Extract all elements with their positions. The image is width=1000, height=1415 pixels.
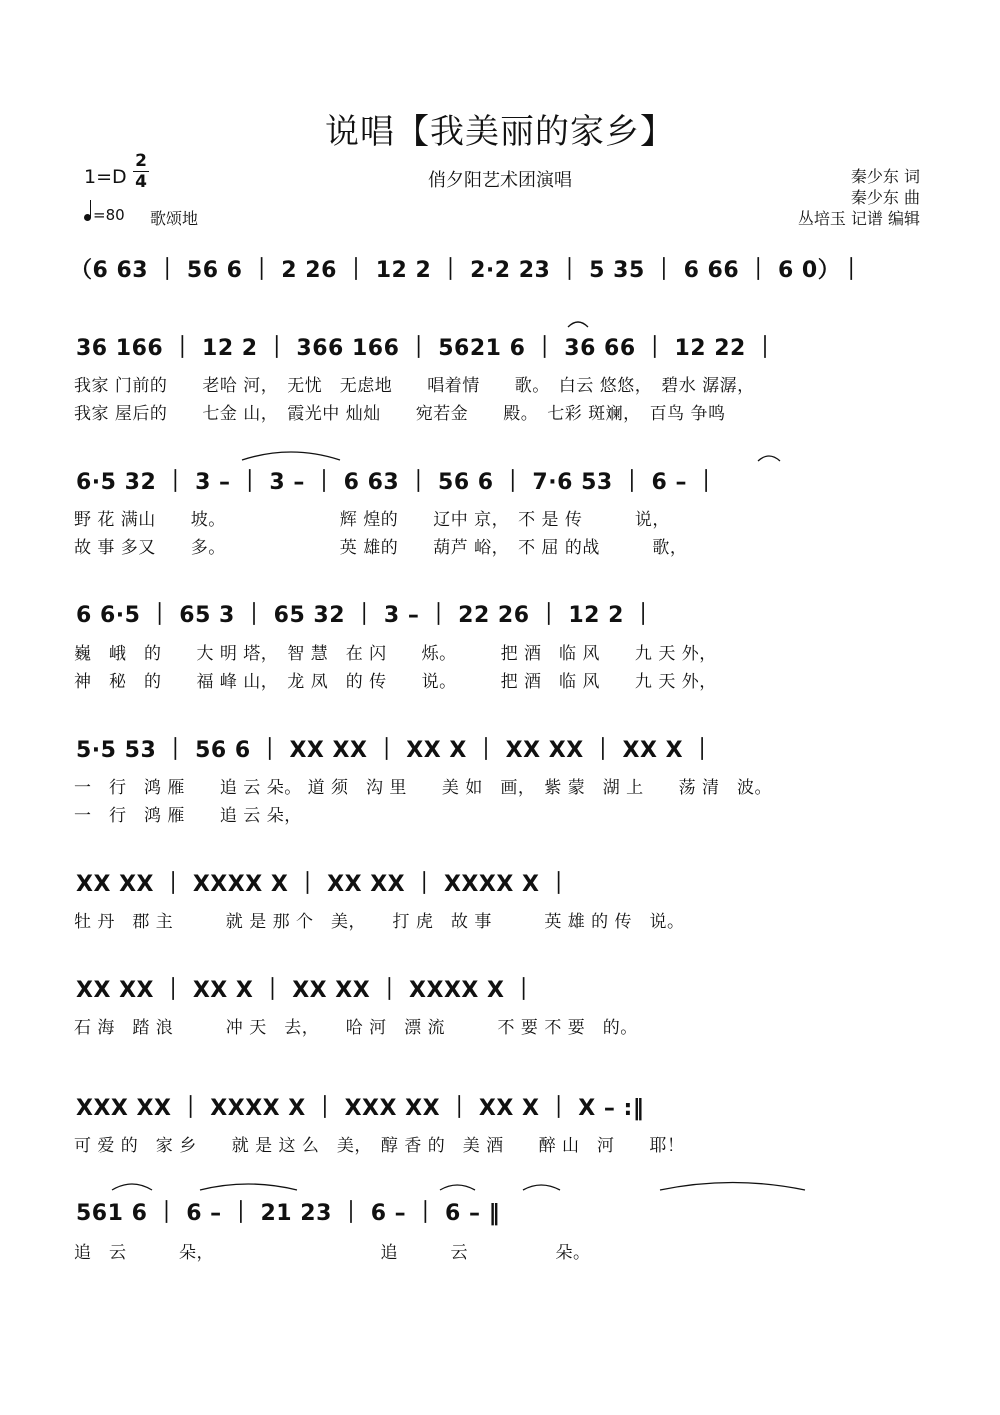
time-signature-bottom: 4 — [135, 172, 147, 192]
system-4-lyrics-1: 巍 峨 的 大 明 塔， 智 慧 在 闪 烁。 把 酒 临 风 九 天 外， — [74, 644, 717, 664]
system-5-notes: 5·5 53 ｜ 56 6 ｜ XX XX ｜ XX X ｜ XX XX ｜ XX X ｜ — [76, 738, 714, 763]
slur-arc — [112, 1184, 152, 1190]
system-7-lyrics-1: 石 海 踏 浪 冲 天 去， 哈 河 漂 流 不 要 不 要 的。 — [74, 1018, 638, 1038]
style-mark: 歌颂地 — [150, 209, 199, 228]
slur-arc — [523, 1185, 560, 1190]
time-signature-top: 2 — [135, 151, 147, 171]
tie-arc — [242, 452, 340, 460]
slur-arc — [440, 1185, 475, 1190]
system-5-lyrics-2: 一 行 鸿 雁 追 云 朵， — [74, 806, 302, 826]
system-2-notes: 36 166 ｜ 12 2 ｜ 366 166 ｜ 5621 6 ｜ 36 66 ｜ 12 22 ｜ — [76, 336, 777, 361]
tie-arc — [200, 1184, 297, 1190]
key-signature: 1=D — [84, 166, 127, 188]
system-9-lyrics-1: 追 云 朵， 追 云 朵。 — [74, 1243, 591, 1263]
credit-lyrics: 秦少东 词 — [850, 167, 920, 186]
system-4-notes: 6 6·5 ｜ 65 3 ｜ 65 32 ｜ 3 – ｜ 22 26 ｜ 12 2 ｜ — [76, 603, 655, 628]
system-6-lyrics-1: 牡 丹 郡 主 就 是 那 个 美， 打 虎 故 事 英 雄 的 传 说。 — [74, 912, 685, 932]
system-6-notes: XX XX ｜ XXXX X ｜ XX XX ｜ XXXX X ｜ — [76, 872, 571, 897]
slur-arc — [758, 456, 780, 461]
performer: 俏夕阳艺术团演唱 — [428, 170, 572, 191]
system-8-lyrics-1: 可 爱 的 家 乡 就 是 这 么 美， 醇 香 的 美 酒 醉 山 河 耶！ — [74, 1136, 685, 1156]
system-3-notes: 6·5 32 ｜ 3 – ｜ 3 – ｜ 6 63 ｜ 56 6 ｜ 7·6 53 ｜ 6 – ｜ — [76, 470, 718, 495]
system-2-lyrics-1: 我家 门前的 老哈 河， 无忧 无虑地 唱着情 歌。 白云 悠悠， 碧水 潺潺， — [74, 376, 755, 396]
system-1-notes: （6 63 ｜ 56 6 ｜ 2 26 ｜ 12 2 ｜ 2·2 23 ｜ 5 35 ｜ 6 66 ｜ 6 0）｜ — [70, 258, 863, 283]
system-9-notes: 561 6 ｜ 6 – ｜ 21 23 ｜ 6 – ｜ 6 – ‖ — [76, 1201, 501, 1226]
system-8-notes: XXX XX ｜ XXXX X ｜ XXX XX ｜ XX X ｜ X – :‖ — [76, 1096, 645, 1121]
system-4-lyrics-2: 神 秘 的 福 峰 山， 龙 凤 的 传 说。 把 酒 临 风 九 天 外， — [74, 672, 717, 692]
system-3-lyrics-1: 野 花 满山 坡。 辉 煌的 辽中 京， 不 是 传 说， — [74, 510, 670, 530]
score-title: 说唱【我美丽的家乡】 — [325, 112, 675, 152]
credit-music: 秦少东 曲 — [850, 188, 920, 207]
tie-arc — [660, 1183, 805, 1191]
system-7-notes: XX XX ｜ XX X ｜ XX XX ｜ XXXX X ｜ — [76, 978, 536, 1003]
system-2-lyrics-2: 我家 屋后的 七金 山， 霞光中 灿灿 宛若金 殿。 七彩 斑斓， 百鸟 争鸣 — [74, 404, 726, 424]
credit-transcriber: 丛培玉 记谱 编辑 — [797, 209, 920, 228]
system-3-lyrics-2: 故 事 多又 多。 英 雄的 葫芦 峪， 不 屈 的战 歌， — [74, 538, 688, 558]
tempo-value: =80 — [93, 206, 125, 224]
system-5-lyrics-1: 一 行 鸿 雁 追 云 朵。 道 须 沟 里 美 如 画， 紫 蒙 湖 上 荡 清 波。 — [74, 778, 773, 798]
slur-arc — [568, 322, 588, 327]
